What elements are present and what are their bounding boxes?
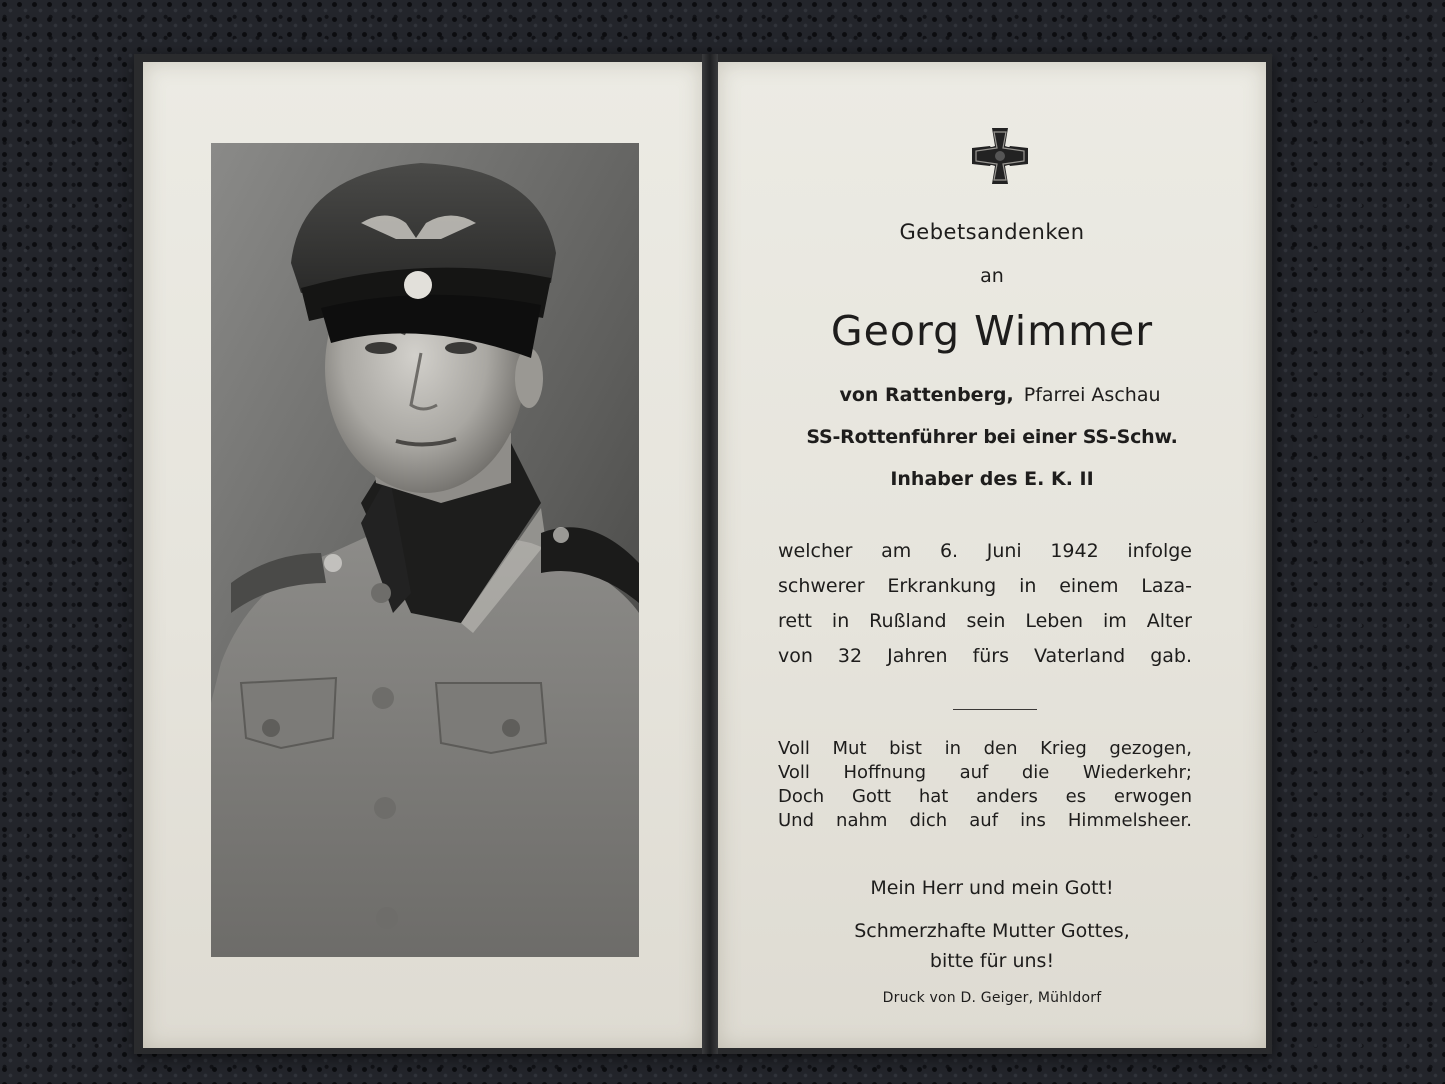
divider	[953, 709, 1037, 710]
death-notice-line: schwerer Erkrankung in einem Laza-	[778, 575, 1192, 597]
deceased-name: Georg Wimmer	[830, 307, 1154, 355]
decoration-line: Inhaber des E. K. II	[890, 468, 1094, 490]
right-panel	[718, 62, 1266, 1048]
rank-line: SS-Rottenführer bei einer SS-Schw.	[806, 426, 1178, 448]
poem-line: Voll Hoffnung auf die Wiederkehr;	[778, 762, 1192, 783]
death-notice-line: von 32 Jahren fürs Vaterland gab.	[778, 645, 1192, 667]
iron-cross-icon	[972, 128, 1028, 184]
origin-line	[718, 384, 1266, 406]
death-notice	[778, 534, 1192, 674]
prayer-line-1: Mein Herr und mein Gott!	[870, 877, 1114, 899]
preposition: an	[980, 265, 1004, 287]
poem-line: Und nahm dich auf ins Himmelsheer.	[778, 810, 1192, 831]
poem-line: Doch Gott hat anders es erwogen	[778, 786, 1192, 807]
prayer-line-2: Schmerzhafte Mutter Gottes,	[854, 920, 1130, 942]
card-header: Gebetsandenken	[899, 220, 1085, 244]
poem	[778, 737, 1192, 833]
poem-line: Voll Mut bist in den Krieg gezogen,	[778, 738, 1192, 759]
origin-place: von Rattenberg,	[839, 384, 1014, 406]
prayer-line-3: bitte für uns!	[929, 950, 1055, 972]
memorial-card	[134, 54, 1272, 1054]
card-fold	[702, 54, 718, 1054]
left-panel	[143, 62, 702, 1048]
portrait-photo	[211, 143, 639, 957]
death-notice-line: welcher am 6. Juni 1942 infolge	[778, 540, 1192, 562]
death-notice-line: rett in Rußland sein Leben im Alter	[778, 610, 1192, 632]
printer-credit: Druck von D. Geiger, Mühldorf	[882, 990, 1102, 1006]
origin-parish: Pfarrei Aschau	[1023, 384, 1161, 406]
memorial-text	[718, 62, 1266, 1048]
